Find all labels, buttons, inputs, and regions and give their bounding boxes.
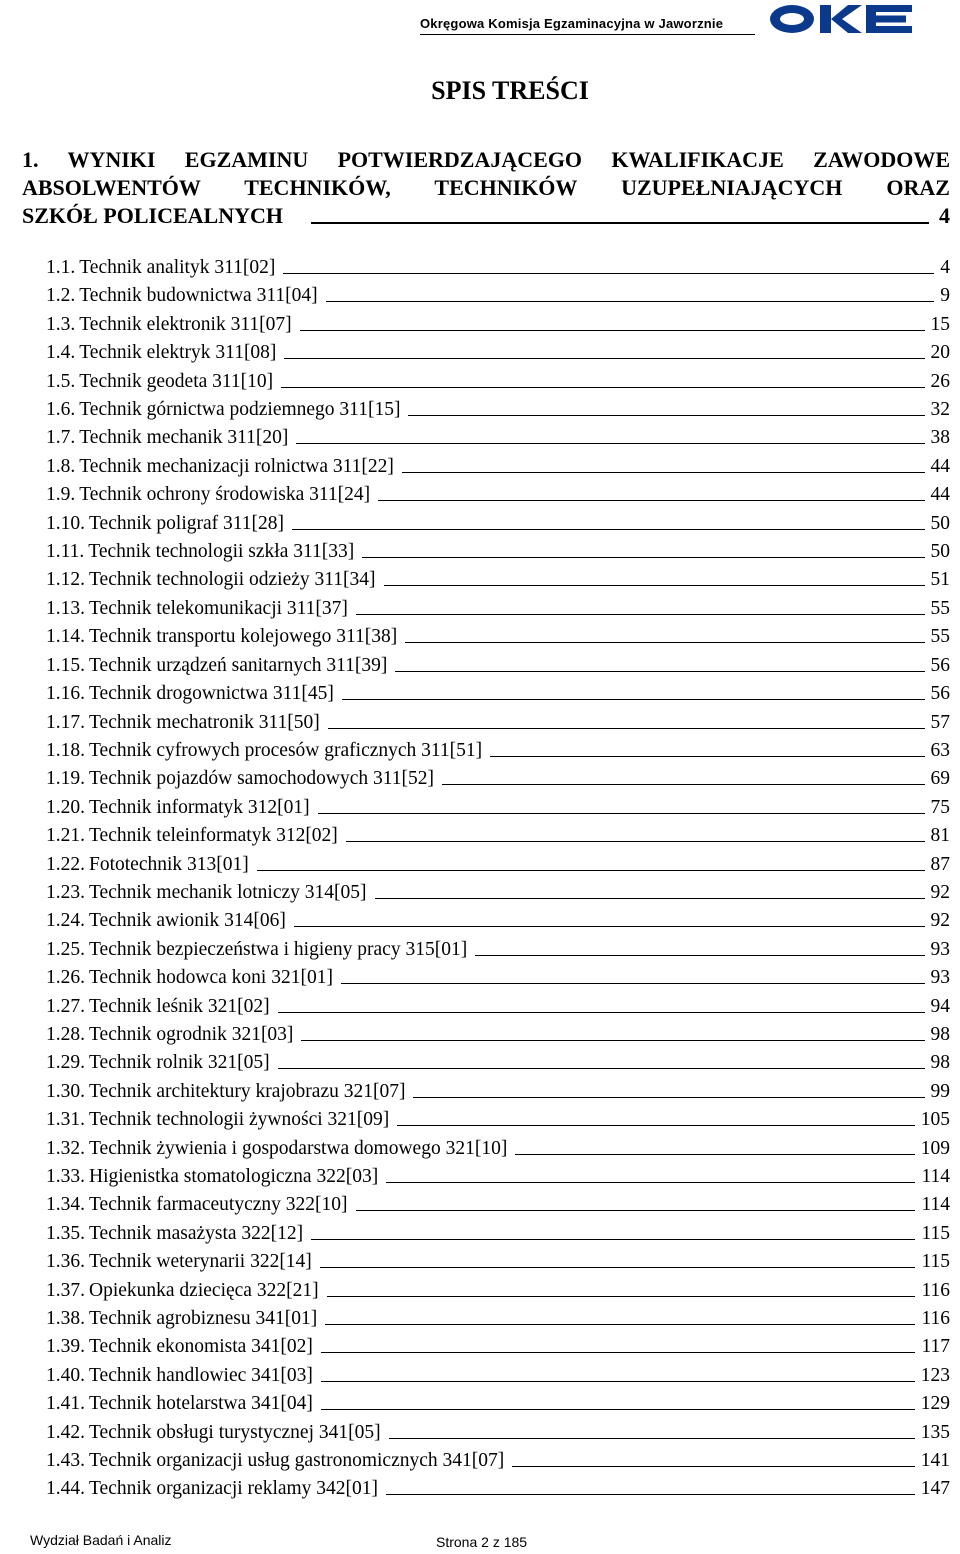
toc-entry-page: 44 [930,484,950,506]
toc-entry-number: 1.10. [46,512,85,534]
toc-entry-page: 116 [921,1308,950,1330]
organization-name: Okręgowa Komisja Egzaminacyjna w Jaworznie [420,16,724,31]
toc-leader-line [320,1267,916,1268]
toc-entry[interactable] [46,1450,950,1478]
toc-entry-title: Technik handlowiec 341[03] [89,1364,313,1386]
toc-leader-line [375,898,925,899]
toc-entry-title: Technik mechatronik 311[50] [89,711,320,733]
toc-entry-title: Technik hodowca koni 321[01] [89,967,333,989]
toc-entry-title: Technik architektury krajobrazu 321[07] [89,1080,406,1102]
toc-entry-page: 56 [930,654,950,676]
toc-entry-page: 50 [930,541,950,563]
document-title: SPIS TREŚCI [431,76,589,105]
toc-entry[interactable] [46,1166,950,1194]
toc-entry-page: 63 [930,739,950,761]
toc-entry-title: Technik organizacji reklamy 342[01] [89,1478,379,1500]
toc-entry-number: 1.4. [46,342,76,364]
toc-entry-page: 129 [920,1393,950,1415]
toc-entry-number: 1.6. [46,399,76,421]
toc-leader-line [397,1125,914,1126]
toc-entry-number: 1.1. [46,257,76,278]
toc-entry-number: 1.21. [46,825,85,847]
toc-leader-line [296,443,924,444]
toc-leader-line [490,756,924,757]
toc-leader-line [384,585,925,586]
toc-leader-line [281,387,924,388]
toc-entry-page: 57 [930,711,950,733]
toc-leader-line [321,1381,915,1382]
toc-entry-title: Technik awionik 314[06] [89,910,286,932]
toc-entry[interactable] [46,257,950,285]
toc-entry-number: 1.44. [46,1478,85,1500]
toc-entry-title: Technik bezpieczeństwa i higieny pracy 315[01] [89,938,468,960]
toc-entry[interactable] [46,1024,950,1052]
toc-entry-number: 1.25. [46,938,85,960]
toc-entry-title: Technik technologii żywności 321[09] [89,1109,390,1131]
toc-leader-line [356,614,925,615]
toc-entry-title: Technik ochrony środowiska 311[24] [79,484,371,506]
section-leader-line [311,222,929,224]
toc-entry-page: 69 [930,768,950,790]
toc-entry-title: Technik technologii szkła 311[33] [88,541,355,563]
toc-entry-title: Technik ekonomista 341[02] [89,1336,313,1358]
toc-entry[interactable] [46,285,950,313]
toc-leader-line [442,784,924,785]
toc-entry[interactable] [46,1223,950,1251]
toc-entry-title: Technik mechanizacji rolnictwa 311[22] [79,455,394,477]
toc-leader-line [292,529,924,530]
toc-entry[interactable] [46,1422,950,1450]
toc-entry[interactable] [46,712,950,740]
toc-entry-title: Technik masażysta 322[12] [89,1222,304,1244]
toc-entry-number: 1.35. [46,1222,85,1244]
toc-entry-number: 1.5. [46,370,76,392]
toc-entry-page: 81 [930,825,950,847]
toc-entry-number: 1.19. [46,768,85,790]
toc-entry-title: Technik cyfrowych procesów graficznych 311[51] [89,739,483,761]
toc-entry-number: 1.29. [46,1052,85,1074]
toc-entry-number: 1.23. [46,881,85,903]
toc-entry-page: 87 [930,853,950,875]
toc-entry[interactable] [46,541,950,569]
toc-entry-number: 1.2. [46,285,76,307]
toc-entry-title: Technik analityk 311[02] [79,257,276,278]
toc-entry[interactable] [46,939,950,967]
toc-entry-page: 26 [930,370,950,392]
toc-entry-title: Technik mechanik lotniczy 314[05] [89,881,367,903]
toc-entry-title: Technik farmaceutyczny 322[10] [89,1194,348,1216]
toc-entry-page: 141 [920,1450,950,1472]
toc-entry-number: 1.11. [46,541,85,563]
toc-entry[interactable] [46,1194,950,1222]
toc-leader-line [300,330,925,331]
toc-entry-page: 117 [921,1336,950,1358]
toc-entry-title: Technik teleinformatyk 312[02] [89,825,338,847]
toc-entry-number: 1.30. [46,1080,85,1102]
toc-leader-line [294,926,925,927]
toc-entry-number: 1.9. [46,484,76,506]
toc-leader-line [356,1210,916,1211]
toc-leader-line [342,699,925,700]
toc-entry-title: Technik elektryk 311[08] [79,342,277,364]
toc-entry-page: 51 [930,569,950,591]
toc-leader-line [389,1438,915,1439]
toc-entry-page: 75 [930,796,950,818]
toc-entry[interactable] [46,456,950,484]
toc-entry-title: Technik obsługi turystycznej 341[05] [89,1421,381,1443]
toc-entry-number: 1.24. [46,910,85,932]
toc-leader-line [278,1012,925,1013]
toc-entry-title: Technik poligraf 311[28] [89,512,285,534]
toc-entry-number: 1.17. [46,711,85,733]
toc-leader-line [346,841,925,842]
toc-entry[interactable] [46,371,950,399]
toc-leader-line [325,1324,915,1325]
toc-entry-number: 1.20. [46,796,85,818]
toc-leader-line [405,642,924,643]
toc-entry[interactable] [46,740,950,768]
toc-entry-page: 93 [930,938,950,960]
toc-entry[interactable] [46,1081,950,1109]
toc-entry-number: 1.7. [46,427,76,449]
section-heading-line-3: SZKÓŁ POLICEALNYCH [22,203,283,228]
toc-leader-line [283,273,934,274]
toc-entry-title: Opiekunka dziecięca 322[21] [89,1279,319,1301]
toc-entry-page: 114 [921,1194,950,1216]
toc-entry-title: Technik informatyk 312[01] [89,796,310,818]
toc-entry-page: 114 [921,1166,950,1187]
toc-entry-title: Technik technologii odzieży 311[34] [89,569,376,591]
toc-entry-page: 55 [930,626,950,648]
toc-entry-title: Technik weterynarii 322[14] [89,1251,312,1273]
section-heading-line-2: ABSOLWENTÓW TECHNIKÓW, TECHNIKÓW UZUPEŁNIAJĄCYCH ORAZ [22,175,950,200]
toc-entry-number: 1.16. [46,683,85,705]
toc-entry-number: 1.42. [46,1421,85,1443]
toc-entry-page: 44 [930,455,950,477]
toc-leader-line [395,671,924,672]
toc-entry-number: 1.31. [46,1109,85,1131]
toc-entry-page: 38 [930,427,950,449]
toc-entry-page: 115 [921,1222,950,1244]
toc-leader-line [278,1068,925,1069]
toc-entry-number: 1.3. [46,313,76,335]
toc-entry[interactable] [46,598,950,626]
toc-entry[interactable] [46,655,950,683]
toc-entry-page: 109 [920,1137,950,1159]
toc-entry-page: 98 [930,1023,950,1045]
page-header [0,0,960,40]
toc-entry[interactable] [46,825,950,853]
toc-entry-page: 15 [930,313,950,335]
toc-entry-title: Technik górnictwa podziemnego 311[15] [79,399,401,421]
toc-entry-number: 1.8. [46,455,76,477]
toc-entry-page: 123 [920,1364,950,1386]
toc-entry-page: 99 [930,1080,950,1102]
toc-entry-title: Technik organizacji usług gastronomicznych 341[07] [89,1450,505,1472]
toc-section-heading[interactable] [22,146,950,230]
toc-entry-number: 1.43. [46,1450,85,1472]
toc-entry-page: 116 [921,1279,950,1301]
toc-entry-number: 1.33. [46,1166,85,1187]
toc-entry-page: 93 [930,967,950,989]
toc-leader-line [321,1409,915,1410]
toc-entry-title: Fototechnik 313[01] [89,853,249,875]
toc-entry-number: 1.26. [46,967,85,989]
toc-entry-number: 1.22. [46,853,85,875]
toc-entry[interactable] [46,1251,950,1279]
toc-entry-title: Technik hotelarstwa 341[04] [89,1393,313,1415]
toc-entry[interactable] [46,1336,950,1364]
toc-entry-title: Technik mechanik 311[20] [79,427,289,449]
header-divider [420,34,755,35]
toc-entry-title: Technik budownictwa 311[04] [79,285,318,307]
toc-entry-number: 1.40. [46,1364,85,1386]
toc-entry[interactable] [46,1393,950,1421]
toc-entry-number: 1.13. [46,597,85,619]
toc-leader-line [512,1466,915,1467]
toc-entry-title: Higienistka stomatologiczna 322[03] [89,1166,379,1187]
toc-entry[interactable] [46,967,950,995]
toc-entry[interactable] [46,484,950,512]
toc-entry[interactable] [46,854,950,882]
toc-entry-title: Technik elektronik 311[07] [79,313,292,335]
toc-entry-number: 1.14. [46,626,85,648]
toc-leader-line [408,415,924,416]
toc-entry[interactable] [46,1280,950,1308]
oke-logo [768,3,928,35]
toc-entry[interactable] [46,342,950,370]
toc-entry[interactable] [46,1052,950,1080]
toc-leader-line [402,472,925,473]
footer-department: Wydział Badań i Analiz [30,1532,172,1548]
toc-entry-title: Technik urządzeń sanitarnych 311[39] [89,654,388,676]
toc-entry-title: Technik transportu kolejowego 311[38] [89,626,398,648]
toc-entry[interactable] [46,1109,950,1137]
section-heading-line-1: 1. WYNIKI EGZAMINU POTWIERDZAJĄCEGO KWALIFIKACJE ZAWODOWE [22,147,950,172]
toc-entry-page: 92 [930,881,950,903]
toc-entry[interactable] [46,797,950,825]
toc-leader-line [257,870,925,871]
toc-entry-title: Technik pojazdów samochodowych 311[52] [89,768,435,790]
toc-entry-number: 1.18. [46,739,85,761]
toc-leader-line [341,983,925,984]
toc-leader-line [386,1494,915,1495]
toc-entry-number: 1.12. [46,569,85,591]
toc-entry[interactable] [46,1308,950,1336]
toc-entry-number: 1.28. [46,1023,85,1045]
toc-entry-title: Technik rolnik 321[05] [89,1052,270,1074]
toc-entry[interactable] [46,399,950,427]
toc-entry-number: 1.15. [46,654,85,676]
footer-page-info: Strona 2 z 185 [436,1534,528,1550]
toc-entry-number: 1.34. [46,1194,85,1216]
toc-entry-title: Technik ogrodnik 321[03] [89,1023,294,1045]
toc-entry-title: Technik leśnik 321[02] [89,995,270,1017]
toc-leader-line [284,358,924,359]
toc-entry[interactable] [46,314,950,342]
toc-leader-line [328,728,925,729]
toc-entry[interactable] [46,427,950,455]
toc-leader-line [301,1040,924,1041]
toc-entry-page: 147 [920,1478,950,1500]
toc-leader-line [378,500,924,501]
toc-entry[interactable] [46,1365,950,1393]
toc-entry-number: 1.32. [46,1137,85,1159]
toc-leader-line [326,301,935,302]
toc-entry-page: 32 [930,399,950,421]
toc-entry[interactable] [46,1478,950,1506]
toc-entry-page: 56 [930,683,950,705]
toc-leader-line [413,1097,924,1098]
toc-entry-page: 98 [930,1052,950,1074]
toc-entry-page: 9 [940,285,950,307]
toc-leader-line [318,813,925,814]
toc-entry-page: 4 [940,257,950,278]
toc-entry[interactable] [46,768,950,796]
toc-entry-number: 1.38. [46,1308,85,1330]
toc-entry[interactable] [46,1138,950,1166]
toc-entry-title: Technik żywienia i gospodarstwa domowego 321[10] [89,1137,508,1159]
toc-entry[interactable] [46,882,950,910]
section-page-number: 4 [939,203,950,228]
table-of-contents [46,257,950,1507]
toc-entry-number: 1.36. [46,1251,85,1273]
toc-leader-line [475,955,924,956]
toc-entry-number: 1.39. [46,1336,85,1358]
toc-entry-number: 1.27. [46,995,85,1017]
toc-entry[interactable] [46,910,950,938]
toc-entry[interactable] [46,996,950,1024]
toc-entry-title: Technik telekomunikacji 311[37] [89,597,348,619]
toc-leader-line [321,1352,916,1353]
toc-entry-page: 92 [930,910,950,932]
toc-leader-line [311,1239,915,1240]
toc-entry-page: 115 [921,1251,950,1273]
toc-entry-title: Technik agrobiznesu 341[01] [89,1308,318,1330]
toc-entry-page: 135 [920,1421,950,1443]
toc-leader-line [515,1154,914,1155]
toc-leader-line [327,1296,916,1297]
toc-entry[interactable] [46,569,950,597]
toc-entry-page: 105 [920,1109,950,1131]
toc-entry-title: Technik geodeta 311[10] [79,370,274,392]
toc-entry-title: Technik drogownictwa 311[45] [89,683,334,705]
toc-entry-page: 55 [930,597,950,619]
toc-entry-number: 1.37. [46,1279,85,1301]
toc-entry[interactable] [46,683,950,711]
toc-entry[interactable] [46,513,950,541]
toc-entry-page: 50 [930,512,950,534]
toc-entry-page: 94 [930,995,950,1017]
toc-leader-line [362,557,924,558]
toc-entry[interactable] [46,626,950,654]
toc-entry-page: 20 [930,342,950,364]
toc-leader-line [386,1182,915,1183]
toc-entry-number: 1.41. [46,1393,85,1415]
